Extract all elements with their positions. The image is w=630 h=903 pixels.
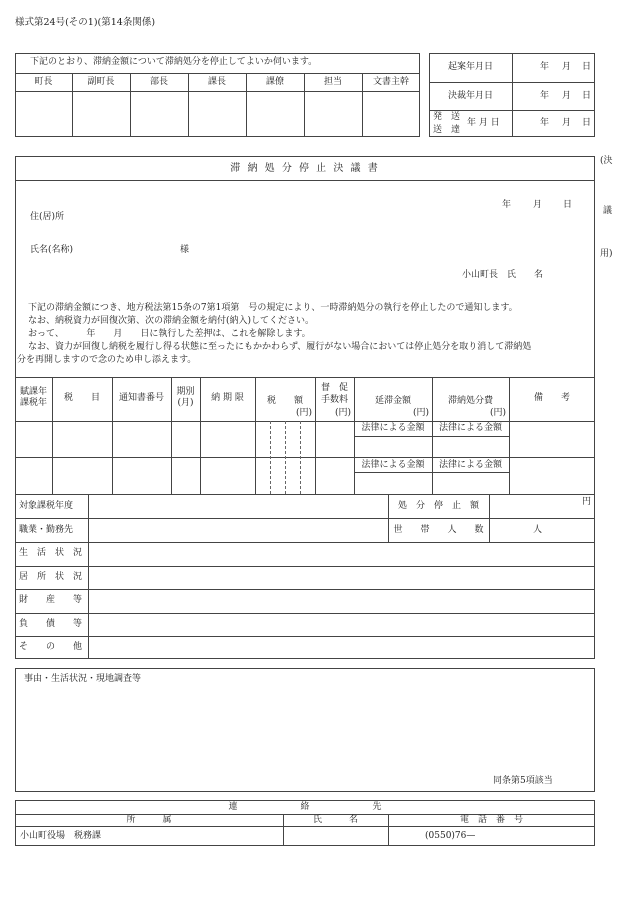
- address-label: 住(居)所: [30, 212, 65, 222]
- drafted-month: 月: [562, 62, 572, 72]
- body-line-3: おって、 年 月 日に執行した差押は、これを解除します。: [28, 329, 311, 339]
- name-label: 氏名(名称): [30, 245, 74, 255]
- legal-amount-delay-2: 法律による金額: [361, 460, 425, 470]
- role-in-charge: 担当: [323, 77, 342, 87]
- side-label-3: 用): [600, 249, 613, 259]
- drafted-year: 年: [540, 62, 550, 72]
- legal-amount-cost-1: 法律による金額: [438, 423, 502, 433]
- col-fiscal-year-1: 賦課年: [19, 387, 47, 397]
- issue-year: 年: [502, 200, 512, 210]
- issue-day: 日: [563, 200, 573, 210]
- drafted-day: 日: [582, 62, 592, 72]
- property-label: 財 産 等: [19, 595, 83, 605]
- contact-title: 連 絡 先: [228, 802, 382, 812]
- col-tax-item: 税 目: [63, 393, 100, 403]
- sent-label: 発 送: [433, 112, 461, 122]
- delivered-label: 送 達: [433, 125, 461, 135]
- decided-day: 日: [582, 91, 592, 101]
- document-title: 滞 納 処 分 停 止 決 議 書: [230, 163, 380, 174]
- workplace-label: 職業・勤務先: [19, 525, 74, 535]
- other-label: そ の 他: [19, 642, 83, 652]
- suspended-amount-label: 処 分 停 止 額: [397, 501, 479, 511]
- decided-month: 月: [562, 91, 572, 101]
- col-delay-amount: 延滞金額: [374, 396, 411, 406]
- legal-amount-delay-1: 法律による金額: [361, 423, 425, 433]
- col-cost-unit: (円): [489, 408, 506, 418]
- issue-month: 月: [533, 200, 543, 210]
- col-tax-unit: (円): [295, 408, 312, 418]
- col-due-date: 納 期 限: [211, 393, 244, 403]
- role-section-chief: 課長: [207, 77, 226, 87]
- decided-date-label: 決裁年月日: [447, 91, 493, 101]
- decided-year: 年: [540, 91, 550, 101]
- role-department-head: 部長: [149, 77, 168, 87]
- col-notice-number: 通知書番号: [118, 393, 164, 403]
- side-label-2: 議: [603, 206, 613, 216]
- target-year-label: 対象課税年度: [19, 501, 74, 511]
- yen-unit: 円: [582, 497, 592, 507]
- col-fee-2: 手数料: [320, 395, 348, 405]
- sent-year: 年: [540, 118, 550, 128]
- residence-status-label: 居 所 状 況: [19, 572, 83, 582]
- col-period-1: 期別: [176, 387, 195, 397]
- body-line-4: なお、資力が回復し納税を履行し得る状態に至ったにもかかわらず、履行がない場合においては停止処分を取り消して滞納処: [28, 342, 532, 352]
- sent-month: 月: [562, 118, 572, 128]
- affiliation-value: 小山町役場 税務課: [20, 831, 102, 841]
- sent-ymd-label: 年 月 日: [467, 118, 500, 128]
- sent-day: 日: [582, 118, 592, 128]
- household-label: 世 帯 人 数: [393, 525, 484, 535]
- legal-amount-cost-2: 法律による金額: [438, 460, 502, 470]
- phone-label: 電 話 番 号: [459, 815, 523, 825]
- form-number: 様式第24号(その1)(第14条関係): [15, 17, 156, 28]
- role-staff: 課僚: [265, 77, 284, 87]
- clause-reference: 同条第5項該当: [493, 776, 553, 786]
- body-line-1: 下記の滞納金額につき、地方税法第15条の7第1項第 号の規定により、一時滞納処分の執行を停止したので通知します。: [28, 303, 518, 313]
- approval-notice: 下記のとおり、滞納金額について滞納処分を停止してよいか伺います。: [30, 57, 318, 67]
- col-processing-cost: 滞納処分費: [447, 396, 493, 406]
- side-label-1: (決: [600, 156, 613, 166]
- role-deputy-mayor: 副町長: [87, 77, 115, 87]
- drafted-date-label: 起案年月日: [447, 62, 493, 72]
- col-delay-unit: (円): [412, 408, 429, 418]
- contact-name-label: 氏 名: [312, 815, 358, 825]
- col-remarks: 備 考: [533, 393, 570, 403]
- honorific: 様: [180, 245, 190, 255]
- col-tax-amount: 税 額: [266, 396, 303, 406]
- col-fee-1: 督 促: [320, 383, 348, 393]
- affiliation-label: 所 属: [126, 815, 172, 825]
- role-document-chief: 文書主幹: [372, 77, 409, 87]
- role-mayor: 町長: [34, 77, 53, 87]
- body-line-5: 分を再開しますので念のため申し添えます。: [17, 355, 197, 365]
- persons-unit: 人: [533, 525, 543, 535]
- col-fee-unit: (円): [334, 408, 351, 418]
- col-fiscal-year-2: 課税年: [19, 398, 47, 408]
- debt-label: 負 債 等: [19, 619, 83, 629]
- phone-value: (0550)76—: [425, 831, 476, 841]
- living-status-label: 生 活 状 況: [19, 548, 83, 558]
- issuer-name: 小山町長 氏 名: [462, 270, 544, 280]
- reason-label: 事由・生活状況・現地調査等: [24, 674, 142, 684]
- col-period-2: (月): [177, 398, 194, 408]
- body-line-2: なお、納税資力が回復次第、次の滞納金額を納付(納入)してください。: [28, 316, 315, 326]
